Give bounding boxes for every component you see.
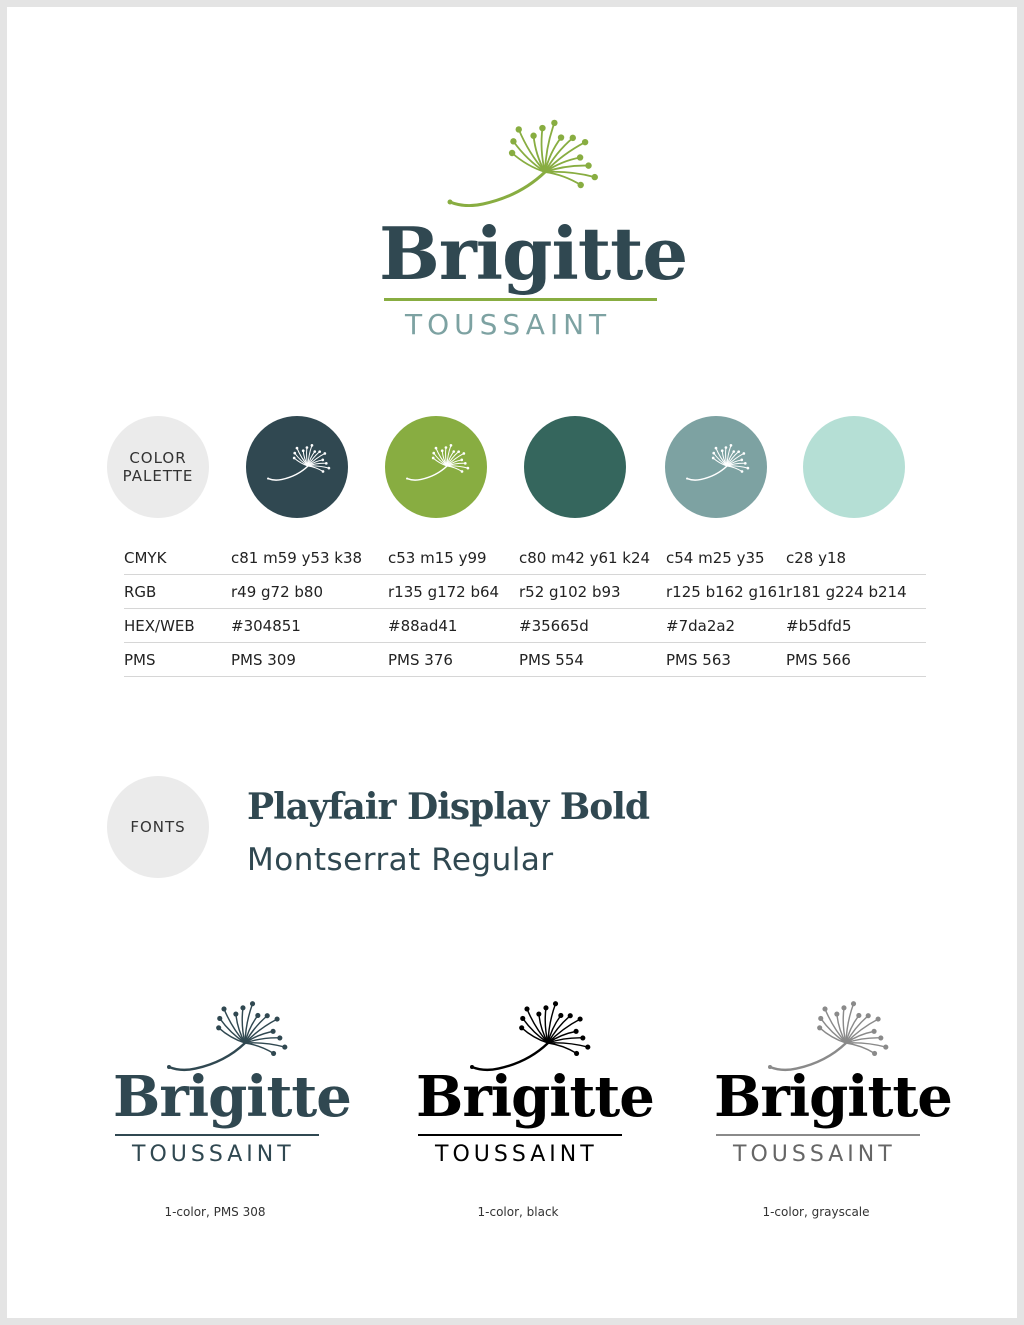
cell: #7da2a2 bbox=[666, 617, 736, 635]
cell: #b5dfd5 bbox=[786, 617, 852, 635]
logo-variant-grayscale bbox=[706, 985, 952, 1225]
palette-label-line1: COLOR bbox=[129, 449, 187, 467]
cell: PMS 563 bbox=[666, 651, 731, 669]
dandelion-icon bbox=[385, 416, 487, 518]
dandelion-icon bbox=[408, 985, 628, 1075]
logo-surname: TOUSSAINT bbox=[435, 1142, 598, 1167]
cell: c80 m42 y61 k24 bbox=[519, 549, 651, 567]
logo-name: Brigitte bbox=[416, 1064, 654, 1130]
cell: r49 g72 b80 bbox=[231, 583, 324, 601]
swatch-deep-green bbox=[524, 416, 626, 518]
cell: #88ad41 bbox=[388, 617, 458, 635]
cell: c54 m25 y35 bbox=[666, 549, 765, 567]
cell: c53 m15 y99 bbox=[388, 549, 487, 567]
swatch-green bbox=[385, 416, 487, 518]
swatch-dark-slate bbox=[246, 416, 348, 518]
table-row bbox=[124, 609, 926, 643]
row-label: PMS bbox=[124, 651, 156, 669]
cell: PMS 554 bbox=[519, 651, 584, 669]
dandelion-icon bbox=[435, 102, 625, 207]
cell: r135 g172 b64 bbox=[388, 583, 500, 601]
cell: r181 g224 b214 bbox=[786, 583, 907, 601]
fonts-label bbox=[107, 776, 209, 878]
logo-divider bbox=[384, 298, 657, 301]
brand-sheet bbox=[7, 7, 1017, 1318]
cell: r52 g102 b93 bbox=[519, 583, 621, 601]
table-row bbox=[124, 541, 926, 575]
dandelion-icon bbox=[665, 416, 767, 518]
cell: #304851 bbox=[231, 617, 301, 635]
dandelion-icon bbox=[706, 985, 926, 1075]
variant-caption: 1-color, PMS 308 bbox=[164, 1205, 266, 1219]
cell: PMS 566 bbox=[786, 651, 851, 669]
logo-divider bbox=[716, 1134, 920, 1136]
color-palette-label bbox=[107, 416, 209, 518]
logo-surname: TOUSSAINT bbox=[405, 308, 612, 341]
logo-divider bbox=[115, 1134, 319, 1136]
fonts-label-text: FONTS bbox=[130, 818, 186, 836]
cell: PMS 309 bbox=[231, 651, 296, 669]
row-label: RGB bbox=[124, 583, 157, 601]
logo-variant-pms bbox=[105, 985, 351, 1225]
palette-label-line2: PALETTE bbox=[122, 467, 194, 485]
dandelion-icon bbox=[246, 416, 348, 518]
font-primary-sample: Playfair Display Bold bbox=[247, 786, 650, 828]
cell: r125 b162 g161 bbox=[666, 583, 787, 601]
logo-name: Brigitte bbox=[113, 1064, 351, 1130]
logo-surname: TOUSSAINT bbox=[132, 1142, 295, 1167]
color-spec-table bbox=[124, 541, 926, 677]
font-secondary-sample: Montserrat Regular bbox=[247, 842, 554, 878]
dandelion-icon bbox=[105, 985, 325, 1075]
swatch-mint bbox=[803, 416, 905, 518]
logo-name: Brigitte bbox=[714, 1064, 952, 1130]
row-label: HEX/WEB bbox=[124, 617, 195, 635]
logo-divider bbox=[418, 1134, 622, 1136]
table-row bbox=[124, 643, 926, 677]
logo-surname: TOUSSAINT bbox=[733, 1142, 896, 1167]
row-label: CMYK bbox=[124, 549, 167, 567]
cell: PMS 376 bbox=[388, 651, 453, 669]
main-logo bbox=[367, 102, 688, 352]
table-row bbox=[124, 575, 926, 609]
cell: c81 m59 y53 k38 bbox=[231, 549, 363, 567]
logo-name: Brigitte bbox=[379, 211, 688, 296]
variant-caption: 1-color, black bbox=[477, 1205, 559, 1219]
logo-variant-black bbox=[408, 985, 654, 1225]
cell: #35665d bbox=[519, 617, 589, 635]
cell: c28 y18 bbox=[786, 549, 847, 567]
swatch-teal-gray bbox=[665, 416, 767, 518]
variant-caption: 1-color, grayscale bbox=[762, 1205, 870, 1219]
